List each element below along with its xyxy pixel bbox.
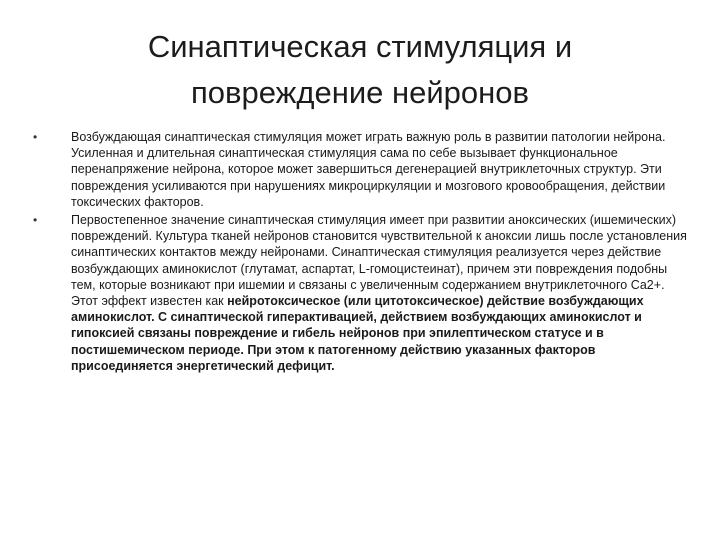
slide-title: Синаптическая стимуляция и повреждение нейронов <box>147 29 573 110</box>
bullet-list <box>28 129 688 374</box>
list-item <box>28 129 688 210</box>
bullet-icon: • <box>33 213 38 228</box>
bullet-text-bold: нейротоксическое (или цитотоксическое) действие возбуждающих аминокислот. С синаптической гиперактивацией, действием возбуждающих аминокислот и гипоксией связаны повреждение и гибель нейронов при эпилептическом статусе и в постишемическом периоде. При этом к патогенному действию указанных факторов присоединяется энергетический дефицит. <box>71 294 644 373</box>
bullet-icon: • <box>33 130 38 144</box>
list-item <box>28 212 688 374</box>
bullet-text: Первостепенное значение синаптическая стимуляция имеет при развитии аноксических (ишемических) повреждений. Культура тканей нейронов становится чувствительной к аноксии лишь после установления синаптических контактов между нейронами. Синаптическая стимуляция реализуется через действие возбуждающих аминокислот (глутамат, аспартат, L-гомоцистеинат), причем эти повреждения подобны тем, которые возникают при ишемии и связаны с увеличенным содержанием внутриклеточного Са2+. Этот эффект известен как <box>71 213 687 309</box>
bullet-text: Возбуждающая синаптическая стимуляция может играть важную роль в развитии патологии нейрона. Усиленная и длительная синаптическая стимуляция сама по себе вызывает функциональное перенапряжение нейрона, которое может завершиться дегенерацией внутриклеточных структур. Эти повреждения усиливаются при нарушениях микроциркуляции и мозгового кровообращения, действии токсических факторов. <box>71 130 666 209</box>
